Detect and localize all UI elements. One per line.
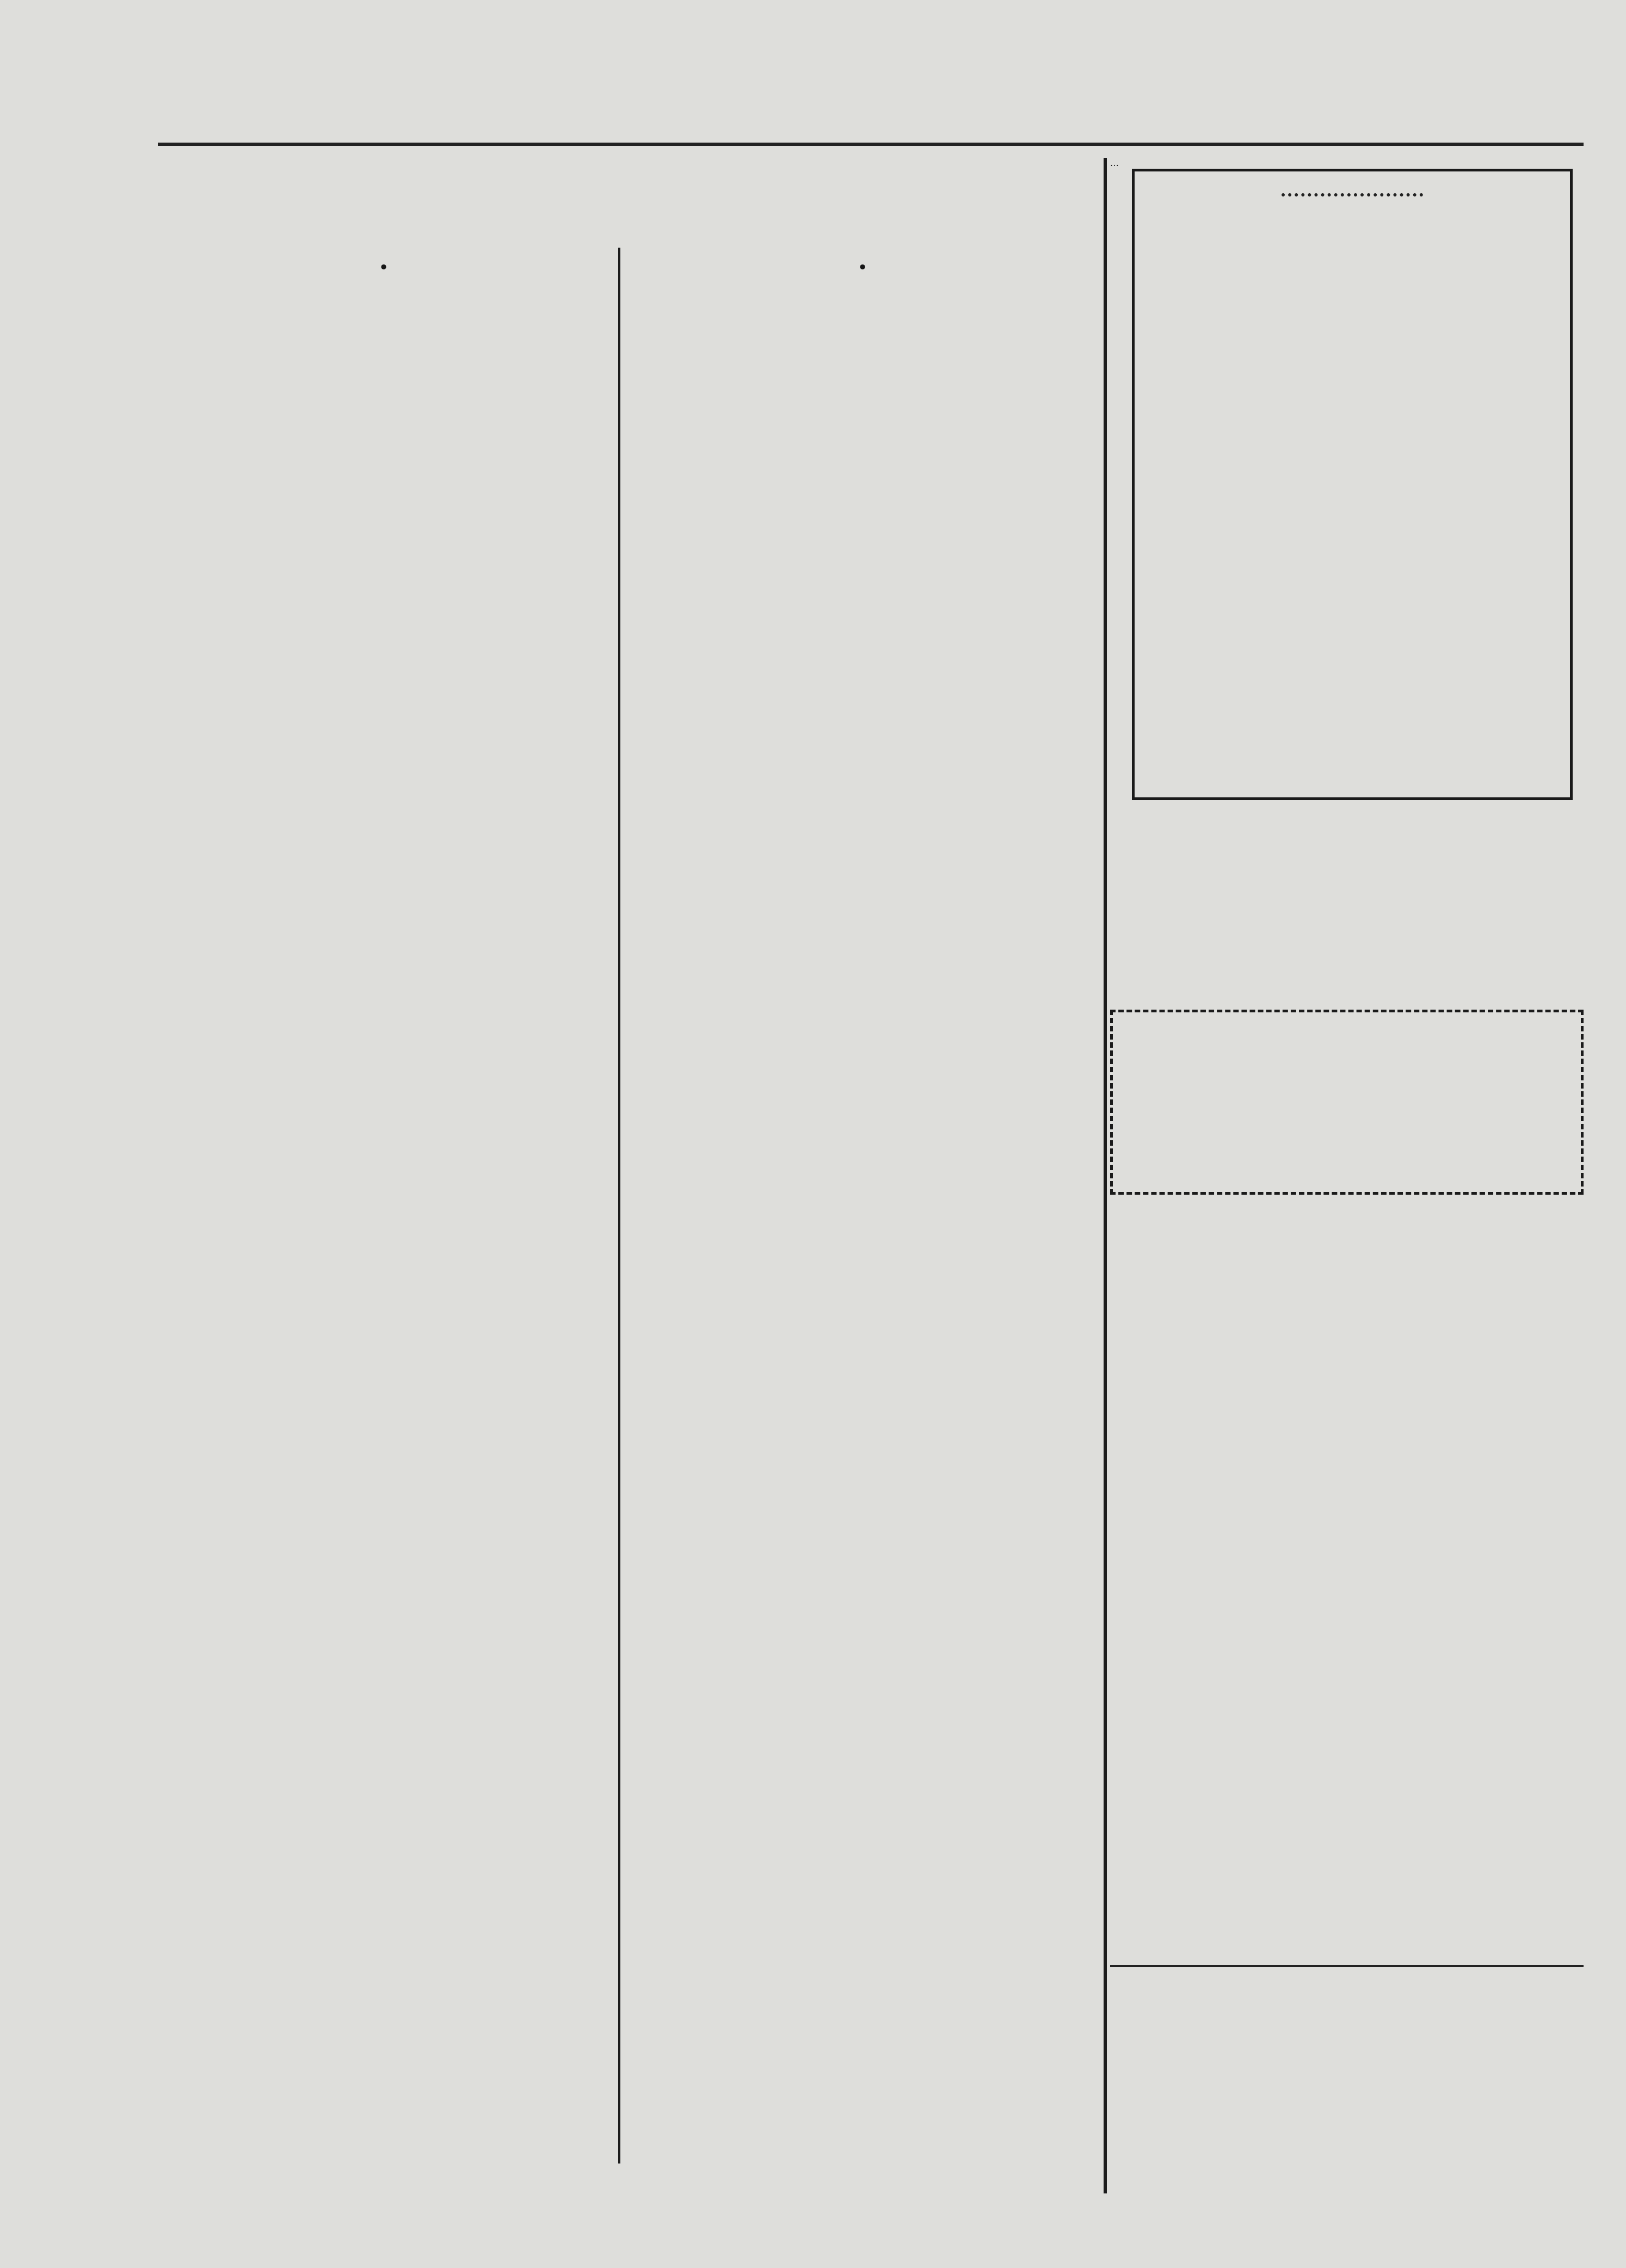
hopfen-report <box>1110 811 1584 815</box>
article-column-2 <box>631 248 1094 2185</box>
main-headline <box>158 163 1094 245</box>
section-separator: • <box>378 257 389 278</box>
zahnatelier-advertisement <box>1110 1010 1584 1195</box>
header-rule <box>158 143 1584 146</box>
dotted-divider <box>1282 193 1423 196</box>
section-separator: • <box>857 257 868 278</box>
theater-program <box>1110 1208 1584 1212</box>
article-column-1 <box>158 248 609 2185</box>
taubeles-advertisement <box>1110 1965 1584 1976</box>
wirtschaft-advertisement <box>1132 169 1573 800</box>
column-divider <box>618 248 620 2163</box>
advertisement-column: … <box>1110 158 1584 2193</box>
column-divider <box>1104 158 1107 2193</box>
page-header <box>158 101 1584 139</box>
